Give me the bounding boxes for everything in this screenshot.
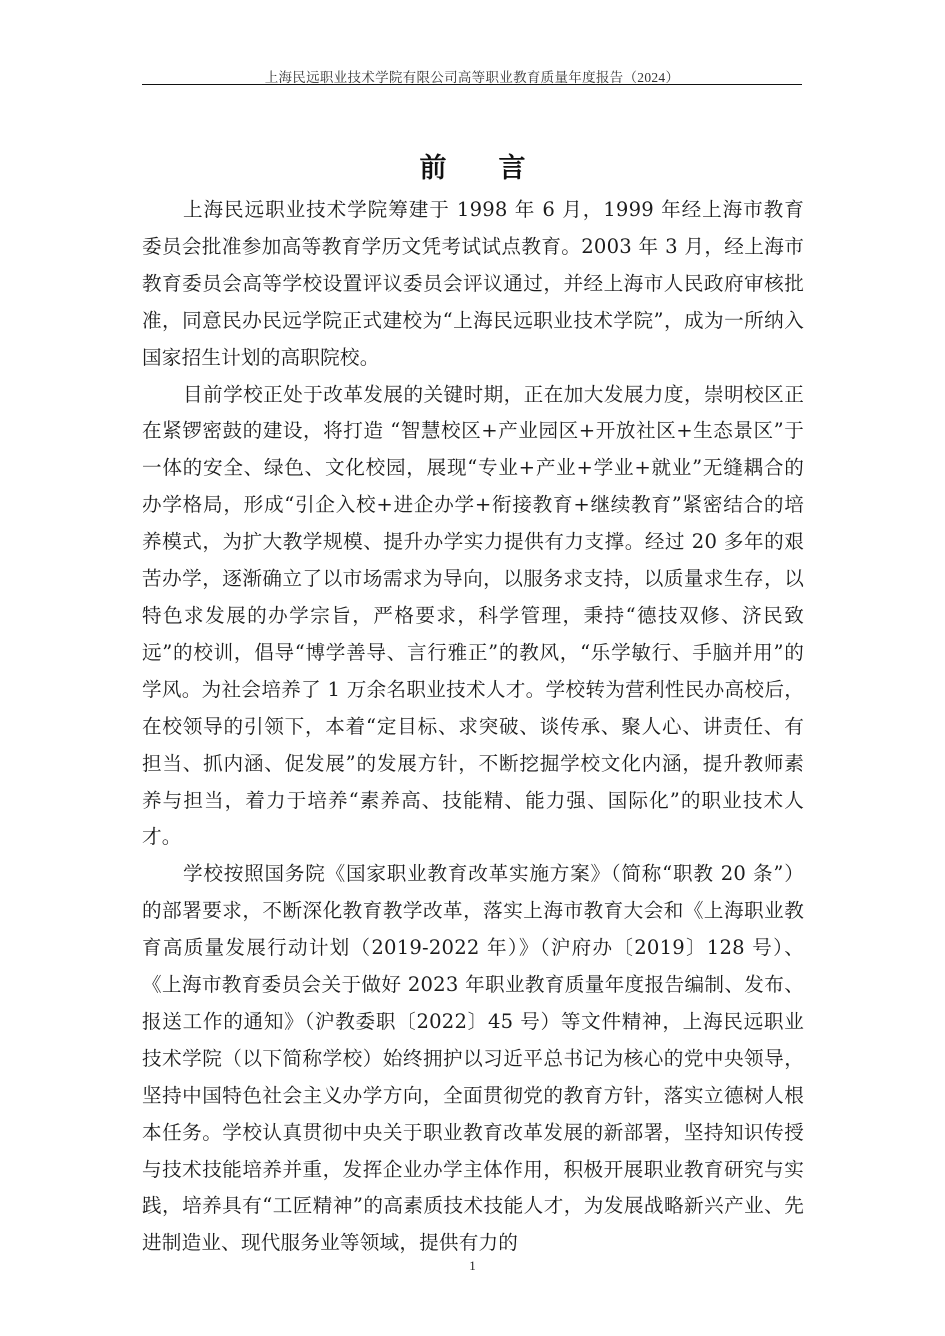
paragraph-1: 上海民远职业技术学院筹建于 1998 年 6 月，1999 年经上海市教育委员会批准参加高等教育学历文凭考试试点教育。2003 年 3 月，经上海市教育委员会高等学校设置评议委员会评议通过，并经上海市人民政府审核批准，同意民办民远学院正式建校为“上海民远职业技术学院”，成为一所纳入国家招生计划的高职院校。 [142, 198, 804, 369]
title-char-1: 前 [419, 153, 447, 184]
title-char-2: 言 [498, 153, 526, 184]
page-number: 1 [469, 1258, 476, 1273]
header-rule [142, 84, 802, 85]
paragraph-2: 目前学校正处于改革发展的关键时期，正在加大发展力度，崇明校区正在紧锣密鼓的建设，将打造 “智慧校区+产业园区+开放社区+生态景区”于一体的安全、绿色、文化校园，展现“专业+产业+学业+就业”无缝耦合的办学格局，形成“引企入校+进企办学+衔接教育+继续教育”紧密结合的培养模式，为扩大教学规模、提升办学实力提供有力支撑。经过 20 多年的艰苦办学，逐渐确立了以市场需求为导向，以服务求支持，以质量求生存，以特色求发展的办学宗旨，严格要求，科学管理，秉持“德技双修、济民致远”的校训，倡导“博学善导、言行雅正”的教风，“乐学敏行、手脑并用”的学风。为社会培养了 1 万余名职业技术人才。学校转为营利性民办高校后，在校领导的引领下，本着“定目标、求突破、谈传承、聚人心、讲责任、有担当、抓内涵、促发展”的发展方针，不断挖掘学校文化内涵，提升教师素养与担当，着力于培养“素养高、技能精、能力强、国际化”的职业技术人才。 [142, 382, 804, 849]
page-title [0, 146, 945, 185]
body-text [142, 192, 804, 1262]
running-header: 上海民远职业技术学院有限公司高等职业教育质量年度报告（2024） [264, 70, 680, 85]
paragraph-3: 学校按照国务院《国家职业教育改革实施方案》（简称“职教 20 条”）的部署要求，不断深化教育教学改革，落实上海市教育大会和《上海职业教育高质量发展行动计划（2019-2022 年）》（沪府办〔2019〕128 号）、《上海市教育委员会关于做好 2023 年职业教育质量年度报告编制、发布、报送工作的通知》（沪教委职〔2022〕45 号）等文件精神，上海民远职业技术学院（以下简称学校）始终拥护以习近平总书记为核心的党中央领导，坚持中国特色社会主义办学方向，全面贯彻党的教育方针，落实立德树人根本任务。学校认真贯彻中央关于职业教育改革发展的新部署，坚持知识传授与技术技能培养并重，发挥企业办学主体作用，积极开展职业教育研究与实践，培养具有“工匠精神”的高素质技术技能人才，为发展战略新兴产业、先进制造业、现代服务业等领域，提供有力的 [142, 862, 804, 1255]
